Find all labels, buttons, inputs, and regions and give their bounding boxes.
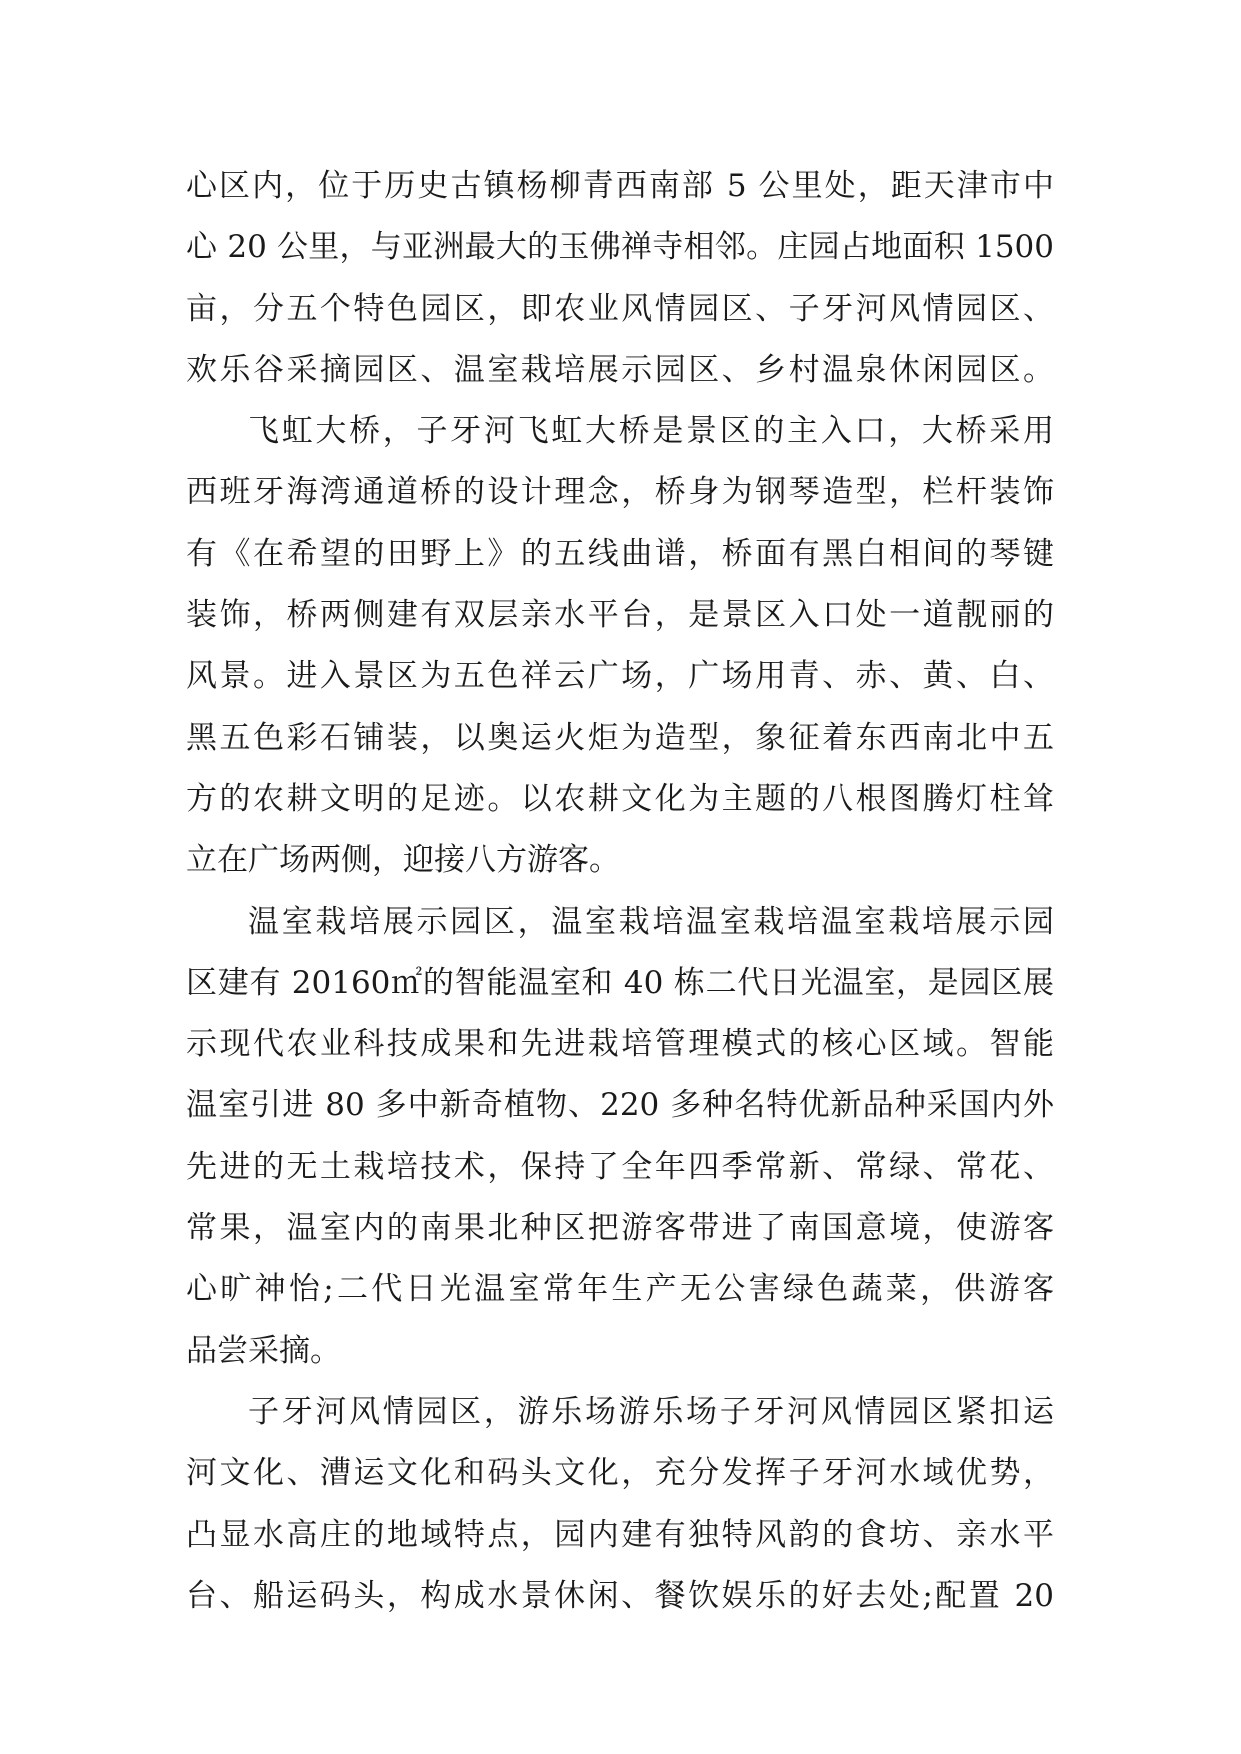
body-text: [186, 156, 1086, 1627]
text-line: 示现代农业科技成果和先进栽培管理模式的核心区域。智能: [186, 1026, 1054, 1063]
text-line: 装饰，桥两侧建有双层亲水平台，是景区入口处一道靓丽的: [186, 597, 1054, 634]
text-line: 心旷神怡;二代日光温室常年生产无公害绿色蔬菜，供游客: [186, 1271, 1054, 1308]
text-line: 温室栽培展示园区，温室栽培温室栽培温室栽培展示园: [248, 903, 1054, 940]
text-line: 品尝采摘。: [186, 1332, 341, 1369]
text-line: 台、船运码头，构成水景休闲、餐饮娱乐的好去处;配置 20: [186, 1577, 1054, 1614]
text-line: 区建有 20160㎡的智能温室和 40 栋二代日光温室，是园区展: [186, 964, 1054, 1001]
text-line: 黑五色彩石铺装，以奥运火炬为造型，象征着东西南北中五: [186, 719, 1054, 756]
text-line: 温室引进 80 多中新奇植物、220 多种名特优新品种采国内外: [186, 1087, 1054, 1124]
text-line: 风景。进入景区为五色祥云广场，广场用青、赤、黄、白、: [186, 658, 1054, 695]
text-line: 欢乐谷采摘园区、温室栽培展示园区、乡村温泉休闲园区。: [186, 351, 1054, 388]
text-line: 先进的无土栽培技术，保持了全年四季常新、常绿、常花、: [186, 1148, 1054, 1185]
text-line: 方的农耕文明的足迹。以农耕文化为主题的八根图腾灯柱耸: [186, 780, 1054, 817]
text-line: 凸显水高庄的地域特点，园内建有独特风韵的食坊、亲水平: [186, 1516, 1054, 1553]
text-line: 子牙河风情园区，游乐场游乐场子牙河风情园区紧扣运: [248, 1393, 1054, 1430]
text-line: 有《在希望的田野上》的五线曲谱，桥面有黑白相间的琴键: [186, 535, 1054, 572]
text-line: 常果，温室内的南果北种区把游客带进了南国意境，使游客: [186, 1210, 1054, 1247]
text-line: 心 20 公里，与亚洲最大的玉佛禅寺相邻。庄园占地面积 1500: [186, 229, 1054, 266]
text-line: 立在广场两侧，迎接八方游客。: [186, 842, 620, 879]
text-line: 西班牙海湾通道桥的设计理念，桥身为钢琴造型，栏杆装饰: [186, 474, 1054, 511]
text-line: 亩，分五个特色园区，即农业风情园区、子牙河风情园区、: [186, 290, 1054, 327]
text-line: 飞虹大桥，子牙河飞虹大桥是景区的主入口，大桥采用: [248, 413, 1054, 450]
text-line: 心区内，位于历史古镇杨柳青西南部 5 公里处，距天津市中: [186, 168, 1054, 204]
text-line: 河文化、漕运文化和码头文化，充分发挥子牙河水域优势，: [186, 1455, 1054, 1492]
